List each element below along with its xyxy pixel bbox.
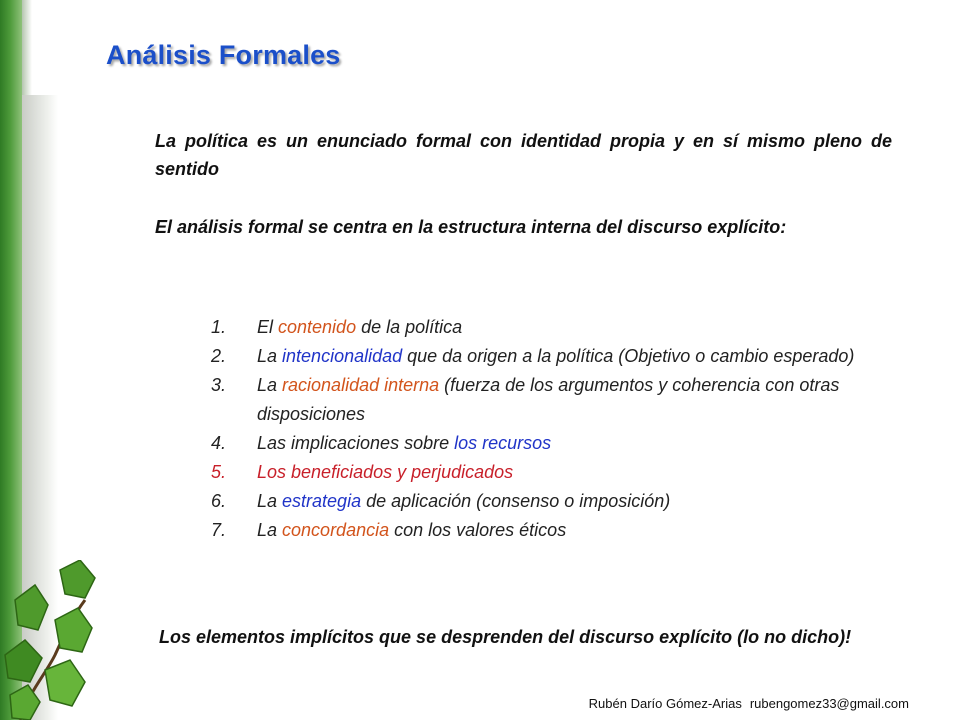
paragraph-implicit-elements: Los elementos implícitos que se desprenden del discurso explícito (lo no dicho)! [159, 627, 852, 647]
list-text-after: de la política [356, 317, 463, 337]
list-item [205, 342, 920, 371]
analysis-list [205, 313, 920, 545]
list-highlight: racionalidad interna [282, 375, 440, 395]
list-highlight: los recursos [454, 433, 552, 453]
list-text-before: La [257, 520, 283, 540]
list-item [205, 487, 920, 516]
list-text-after: de aplicación (consenso o imposición) [361, 491, 671, 511]
footer-author: Rubén Darío Gómez-Arias [588, 696, 742, 711]
slide-title: Análisis Formales [106, 40, 341, 70]
list-highlight: intencionalidad [282, 346, 403, 366]
list-number: 5. [211, 462, 227, 482]
list-highlight: contenido [278, 317, 357, 337]
list-text-after: que da origen a la política (Objetivo o cambio esperado) [402, 346, 855, 366]
list-number: 2. [211, 346, 227, 366]
paragraph-definition: La política es un enunciado formal con identidad propia y en sí mismo pleno de sentido [155, 131, 892, 179]
list-highlight: estrategia [282, 491, 362, 511]
list-number: 3. [211, 375, 227, 395]
list-number: 7. [211, 520, 227, 540]
leaf-icon [60, 560, 95, 598]
leaf-icon [5, 640, 42, 682]
leaf-icon [45, 660, 85, 706]
ivy-leaves-decoration [0, 560, 110, 720]
list-number: 4. [211, 433, 227, 453]
list-highlight: concordancia [282, 520, 390, 540]
list-text-after: con los valores éticos [389, 520, 567, 540]
list-number: 1. [211, 317, 227, 337]
list-item [205, 429, 920, 458]
list-number: 6. [211, 491, 227, 511]
leaf-icon [15, 585, 48, 630]
list-text-before: La [257, 346, 283, 366]
list-text-before: Las implicaciones sobre [257, 433, 455, 453]
list-text-before: El [257, 317, 279, 337]
footer-credits [589, 696, 909, 711]
list-item [205, 516, 920, 545]
leaf-icon [55, 608, 92, 652]
footer-email: rubengomez33@gmail.com [749, 696, 909, 711]
list-highlight: Los beneficiados y perjudicados [257, 462, 514, 482]
list-item [205, 371, 920, 429]
list-text-before: La [257, 491, 283, 511]
list-item [205, 458, 920, 487]
paragraph-formal-analysis: El análisis formal se centra en la estructura interna del discurso explícito: [155, 217, 787, 237]
list-text-after: (fuerza de los argumentos y coherencia con otras disposiciones [257, 375, 840, 424]
list-item [205, 313, 920, 342]
leaf-icon [10, 685, 40, 720]
list-text-before: La [257, 375, 283, 395]
